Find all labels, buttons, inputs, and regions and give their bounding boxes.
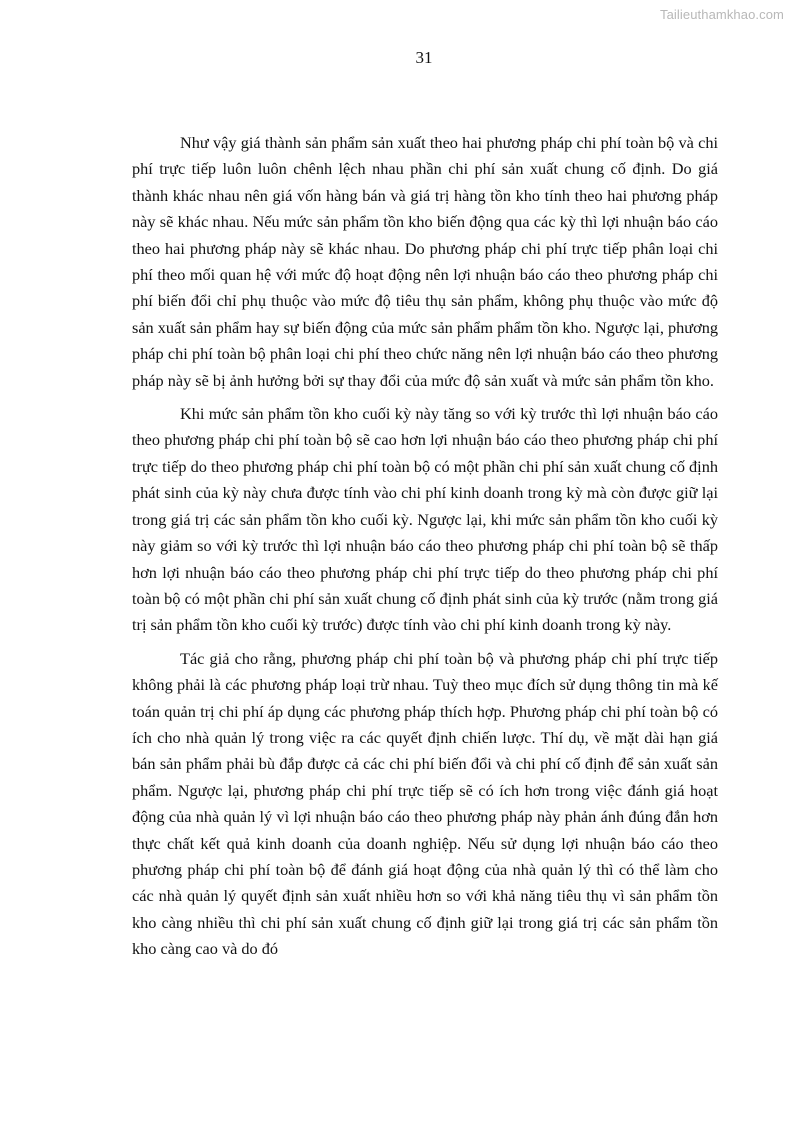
paragraph-3: Tác giả cho rằng, phương pháp chi phí toàn bộ và phương pháp chi phí trực tiếp không phải là các phương pháp loại trừ nhau. Tuỳ theo mục đích sử dụng thông tin mà kế toán quản trị chi phí áp dụng các phương pháp thích hợp. Phương pháp chi phí toàn bộ có ích cho nhà quản lý trong việc ra các quyết định chiến lược. Thí dụ, về mặt dài hạn giá bán sản phẩm phải bù đắp được cả các chi phí biến đổi và chi phí cố định để sản xuất sản phẩm. Ngược lại, phương pháp chi phí trực tiếp sẽ có ích hơn trong việc đánh giá hoạt động của nhà quản lý vì lợi nhuận báo cáo theo phương pháp này phản ánh đúng đắn hơn thực chất kết quả kinh doanh của doanh nghiệp. Nếu sử dụng lợi nhuận báo cáo theo phương pháp chi phí toàn bộ để đánh giá hoạt động của nhà quản lý thì có thể làm cho các nhà quản lý quyết định sản xuất nhiều hơn so với khả năng tiêu thụ vì sản phẩm tồn kho càng nhiều thì chi phí sản xuất chung cố định giữ lại trong giá trị các sản phẩm tồn kho càng cao và do đó: [132, 648, 718, 959]
document-body: [132, 130, 718, 963]
page-number: 31: [415, 48, 433, 67]
watermark-text: Tailieuthamkhao.com: [659, 7, 784, 22]
paragraph-2: Khi mức sản phẩm tồn kho cuối kỳ này tăng so với kỳ trước thì lợi nhuận báo cáo theo phương pháp chi phí toàn bộ sẽ cao hơn lợi nhuận báo cáo theo phương pháp chi phí trực tiếp do theo phương pháp chi phí toàn bộ có một phần chi phí sản xuất chung cố định phát sinh của kỳ này chưa được tính vào chi phí kinh doanh trong kỳ mà còn được giữ lại trong giá trị các sản phẩm tồn kho cuối kỳ. Ngược lại, khi mức sản phẩm tồn kho cuối kỳ này giảm so với kỳ trước thì lợi nhuận báo cáo theo phương pháp chi phí toàn bộ sẽ thấp hơn lợi nhuận báo cáo theo phương pháp chi phí trực tiếp do theo phương pháp chi phí toàn bộ có một phần chi phí sản xuất chung cố định phát sinh của kỳ trước (nằm trong giá trị sản phẩm tồn kho cuối kỳ trước) được tính vào chi phí kinh doanh trong kỳ này.: [132, 404, 718, 635]
paragraph-1: Như vậy giá thành sản phẩm sản xuất theo hai phương pháp chi phí toàn bộ và chi phí trực tiếp luôn luôn chênh lệch nhau phần chi phí sản xuất chung cố định. Do giá thành khác nhau nên giá vốn hàng bán và giá trị hàng tồn kho tính theo hai phương pháp này sẽ khác nhau. Nếu mức sản phẩm tồn kho biến động qua các kỳ thì lợi nhuận báo cáo theo hai phương pháp này sẽ khác nhau. Do phương pháp chi phí trực tiếp phân loại chi phí theo mối quan hệ với mức độ hoạt động nên lợi nhuận báo cáo theo phương pháp chi phí biến đổi chỉ phụ thuộc vào mức độ tiêu thụ sản phẩm, không phụ thuộc vào mức độ sản xuất sản phẩm hay sự biến động của mức sản phẩm phẩm tồn kho. Ngược lại, phương pháp chi phí toàn bộ phân loại chi phí theo chức năng nên lợi nhuận báo cáo theo phương pháp này sẽ bị ảnh hưởng bởi sự thay đổi của mức độ sản xuất và mức sản phẩm tồn kho.: [132, 133, 718, 390]
